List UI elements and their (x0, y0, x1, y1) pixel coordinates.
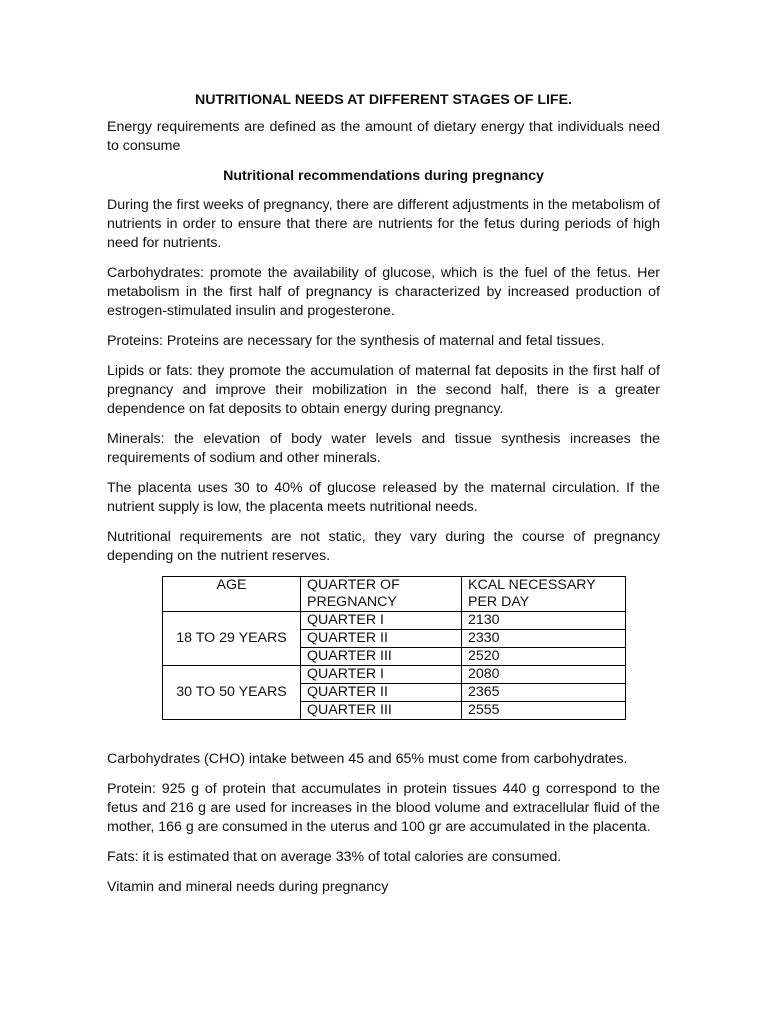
table-header-row (163, 577, 626, 612)
kcal-cell: 2555 (462, 702, 626, 720)
paragraph-proteins: Proteins: Proteins are necessary for the synthesis of maternal and fetal tissues. (107, 333, 605, 349)
quarter-cell: QUARTER II (301, 630, 462, 648)
header-kcal: KCAL NECESSARY PER DAY (462, 577, 626, 612)
quarter-cell: QUARTER I (301, 612, 462, 630)
age-group-cell: 30 TO 50 YEARS (163, 666, 301, 720)
paragraph-fats: Fats: it is estimated that on average 33% of total calories are consumed. (107, 849, 562, 865)
paragraph-vitamins: Vitamin and mineral needs during pregnancy (107, 879, 389, 895)
kcal-cell: 2080 (462, 666, 626, 684)
table-row (163, 666, 626, 684)
kcal-cell: 2365 (462, 684, 626, 702)
kcal-cell: 2520 (462, 648, 626, 666)
paragraph-placenta: The placenta uses 30 to 40% of glucose released by the maternal circulation. If the nutrient supply is low, the placenta meets nutritional needs. (107, 480, 660, 515)
paragraph-requirements: Nutritional requirements are not static, they vary during the course of pregnancy depending on the nutrient reserves. (107, 529, 660, 564)
quarter-cell: QUARTER III (301, 648, 462, 666)
table-row (163, 612, 626, 630)
section-heading: Nutritional recommendations during pregnancy (223, 168, 544, 184)
paragraph-protein-accumulation: Protein: 925 g of protein that accumulates in protein tissues 440 g correspond to the fetus and 216 g are used for increases in the blood volume and extracellular fluid of the mother, 166 g are consumed in the uterus and 100 gr are accumulated in the placenta. (107, 781, 660, 835)
paragraph-cho-intake: Carbohydrates (CHO) intake between 45 and 65% must come from carbohydrates. (107, 751, 628, 767)
document-body (107, 91, 660, 908)
paragraph-lipids: Lipids or fats: they promote the accumulation of maternal fat deposits in the first half of pregnancy and improve their mobilization in the second half, there is a greater dependence on fat deposits to obtain energy during pregnancy. (107, 363, 660, 417)
age-group-cell: 18 TO 29 YEARS (163, 612, 301, 666)
quarter-cell: QUARTER III (301, 702, 462, 720)
paragraph-carbohydrates: Carbohydrates: promote the availability of glucose, which is the fuel of the fetus. Her metabolism in the first half of pregnancy is characterized by increased production of estrogen-stimulated insulin and progesterone. (107, 265, 660, 319)
header-age: AGE (163, 577, 301, 612)
post-table-section (107, 750, 660, 897)
intro-paragraph: Energy requirements are defined as the amount of dietary energy that individuals need to consume (107, 119, 660, 154)
document-title: NUTRITIONAL NEEDS AT DIFFERENT STAGES OF LIFE. (194, 92, 573, 108)
paragraph-minerals: Minerals: the elevation of body water levels and tissue synthesis increases the requirements of sodium and other minerals. (107, 431, 660, 466)
kcal-cell: 2130 (462, 612, 626, 630)
quarter-cell: QUARTER II (301, 684, 462, 702)
kcal-cell: 2330 (462, 630, 626, 648)
paragraph-first-weeks: During the first weeks of pregnancy, there are different adjustments in the metabolism of nutrients in order to ensure that there are nutrients for the fetus during periods of high need for nutrients. (107, 197, 660, 251)
kcal-table (162, 576, 626, 720)
quarter-cell: QUARTER I (301, 666, 462, 684)
header-quarter: QUARTER OF PREGNANCY (301, 577, 462, 612)
